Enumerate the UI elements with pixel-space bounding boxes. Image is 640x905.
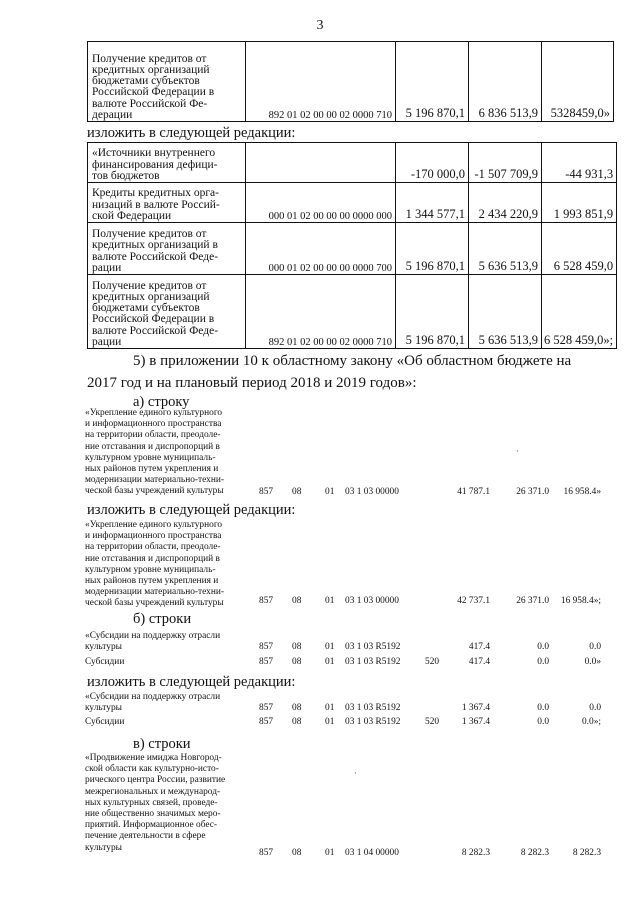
row-code: 000 01 02 00 00 00 0000 000 xyxy=(246,183,396,223)
row-name: Получение кредитов от кредитных организаций бюджетами субъектов Российской Федерации в валюте Российской Фе- дерации xyxy=(88,42,246,122)
cell-subsection: 01 xyxy=(325,703,335,713)
row-name: Кредиты кредитных орга- низаций в валюте Россий- ской Федерации xyxy=(88,183,246,223)
cell-section: 08 xyxy=(292,487,302,497)
cell-target: 03 1 03 00000 xyxy=(345,487,399,497)
row-value-2018: 5 636 513,9 xyxy=(469,223,542,275)
cell-expense-type: 520 xyxy=(425,657,440,667)
cell-section: 08 xyxy=(292,657,302,667)
table-row xyxy=(88,143,617,183)
cell-section: 08 xyxy=(292,596,302,606)
cell-target: 03 1 03 R5192 xyxy=(345,642,401,652)
section-heading: изложить в следующей редакции: xyxy=(87,125,296,141)
cell-value-2019: 0.0 xyxy=(589,703,601,713)
cell-value-2017: 1 367.4 xyxy=(461,717,490,727)
scan-speck: · xyxy=(354,768,357,778)
table-row xyxy=(88,183,617,223)
row-value-2017: -170 000,0 xyxy=(396,143,469,183)
row-value-2017: 5 196 870,1 xyxy=(396,275,469,349)
row-name: «Укрепление единого культурного и информационного пространства на территории области, преодоле- ние отставания и диспропорций в культурном уровне муниципаль- ных районов путем укрепления и модернизации материально-техни- ческой базы учреждений культуры xyxy=(85,408,225,497)
cell-ministry: 857 xyxy=(259,848,274,858)
cell-value-2019: 0.0 xyxy=(589,642,601,652)
table-row xyxy=(88,42,614,122)
cell-section: 08 xyxy=(292,848,302,858)
cell-target: 03 1 03 R5192 xyxy=(345,657,401,667)
subsection-label: б) строки xyxy=(133,611,192,627)
row-name: Субсидии xyxy=(85,717,125,727)
row-value-2019: -44 931,3 xyxy=(542,143,617,183)
cell-value-2017: 8 282.3 xyxy=(461,848,490,858)
cell-value-2017: 41 787.1 xyxy=(457,487,490,497)
cell-ministry: 857 xyxy=(259,657,274,667)
cell-section: 08 xyxy=(292,642,302,652)
cell-subsection: 01 xyxy=(325,848,335,858)
cell-section: 08 xyxy=(292,717,302,727)
row-name: Получение кредитов от кредитных организаций в валюте Российской Феде- рации xyxy=(88,223,246,275)
row-code: 892 01 02 00 00 02 0000 710 xyxy=(246,42,396,122)
cell-subsection: 01 xyxy=(325,487,335,497)
section-heading: изложить в следующей редакции: xyxy=(87,674,296,690)
row-code: 892 01 02 00 00 02 0000 710 xyxy=(246,275,396,349)
subsection-label: а) строку xyxy=(133,394,190,410)
table-row xyxy=(88,275,617,349)
cell-target: 03 1 03 R5192 xyxy=(345,717,401,727)
cell-subsection: 01 xyxy=(325,657,335,667)
section-heading: изложить в следующей редакции: xyxy=(87,502,296,518)
cell-subsection: 01 xyxy=(325,717,335,727)
cell-value-2019: 16 958.4» xyxy=(563,487,601,497)
row-name: Получение кредитов от кредитных организаций бюджетами субъектов Российской Федерации в валюте Российской Феде- рации xyxy=(88,275,246,349)
cell-value-2019: 0.0» xyxy=(584,657,601,667)
subsection-label: в) строки xyxy=(133,736,191,752)
budget-table-new xyxy=(87,142,617,349)
cell-expense-type: 520 xyxy=(425,717,440,727)
cell-subsection: 01 xyxy=(325,642,335,652)
row-name: Субсидии xyxy=(85,657,125,667)
budget-table-old xyxy=(87,41,614,122)
cell-value-2018: 26 371.0 xyxy=(516,596,549,606)
cell-target: 03 1 03 R5192 xyxy=(345,703,401,713)
cell-value-2018: 0.0 xyxy=(537,703,549,713)
cell-ministry: 857 xyxy=(259,596,274,606)
row-value-2018: -1 507 709,9 xyxy=(469,143,542,183)
cell-value-2018: 8 282.3 xyxy=(520,848,549,858)
cell-value-2019: 0.0»; xyxy=(581,717,601,727)
cell-target: 03 1 03 00000 xyxy=(345,596,399,606)
cell-ministry: 857 xyxy=(259,703,274,713)
row-value-2017: 5 196 870,1 xyxy=(396,223,469,275)
row-code xyxy=(246,143,396,183)
cell-value-2018: 0.0 xyxy=(537,657,549,667)
row-name: «Субсидии на поддержку отрасли культуры xyxy=(85,692,221,714)
scan-speck: · xyxy=(516,446,519,456)
row-value-2019: 6 528 459,0»; xyxy=(542,275,617,349)
cell-value-2019: 16 958.4»; xyxy=(560,596,601,606)
paragraph-line: 5) в приложении 10 к областному закону «Об областном бюджете на xyxy=(133,353,572,369)
cell-value-2017: 417.4 xyxy=(468,642,490,652)
row-value-2017: 5 196 870,1 xyxy=(396,42,469,122)
cell-ministry: 857 xyxy=(259,717,274,727)
cell-ministry: 857 xyxy=(259,487,274,497)
row-value-2019: 1 993 851,9 xyxy=(542,183,617,223)
row-value-2017: 1 344 577,1 xyxy=(396,183,469,223)
row-code: 000 01 02 00 00 00 0000 700 xyxy=(246,223,396,275)
table-row xyxy=(88,223,617,275)
cell-section: 08 xyxy=(292,703,302,713)
cell-ministry: 857 xyxy=(259,642,274,652)
cell-value-2019: 8 282.3 xyxy=(572,848,601,858)
row-value-2019: 5328459,0» xyxy=(542,42,614,122)
paragraph-line: 2017 год и на плановый период 2018 и 2019 годов»: xyxy=(87,375,417,391)
cell-value-2018: 0.0 xyxy=(537,642,549,652)
row-name: «Продвижение имиджа Новгород- ской области как культурно-исто- рического центра России, развитие межрегиональных и международ- ных культурных связей, проведе- ние общественно значимых меро- приятий. Информационное обес- печение деятельности в сфере культуры xyxy=(85,753,226,853)
cell-value-2017: 1 367.4 xyxy=(461,703,490,713)
row-name: «Источники внутреннего финансирования дефици- тов бюджетов xyxy=(88,143,246,183)
row-value-2018: 2 434 220,9 xyxy=(469,183,542,223)
row-value-2019: 6 528 459,0 xyxy=(542,223,617,275)
cell-target: 03 1 04 00000 xyxy=(345,848,399,858)
cell-value-2018: 0.0 xyxy=(537,717,549,727)
cell-subsection: 01 xyxy=(325,596,335,606)
page-number: 3 xyxy=(316,18,324,33)
row-name: «Укрепление единого культурного и информационного пространства на территории области, преодоле- ние отставания и диспропорций в культурном уровне муниципаль- ных районов путем укрепления и модернизации материально-техни- ческой базы учреждений культуры xyxy=(85,520,225,609)
row-value-2018: 6 836 513,9 xyxy=(469,42,542,122)
row-value-2018: 5 636 513,9 xyxy=(469,275,542,349)
cell-value-2017: 417.4 xyxy=(468,657,490,667)
row-name: «Субсидии на поддержку отрасли культуры xyxy=(85,631,221,653)
cell-value-2018: 26 371.0 xyxy=(516,487,549,497)
cell-value-2017: 42 737.1 xyxy=(457,596,490,606)
